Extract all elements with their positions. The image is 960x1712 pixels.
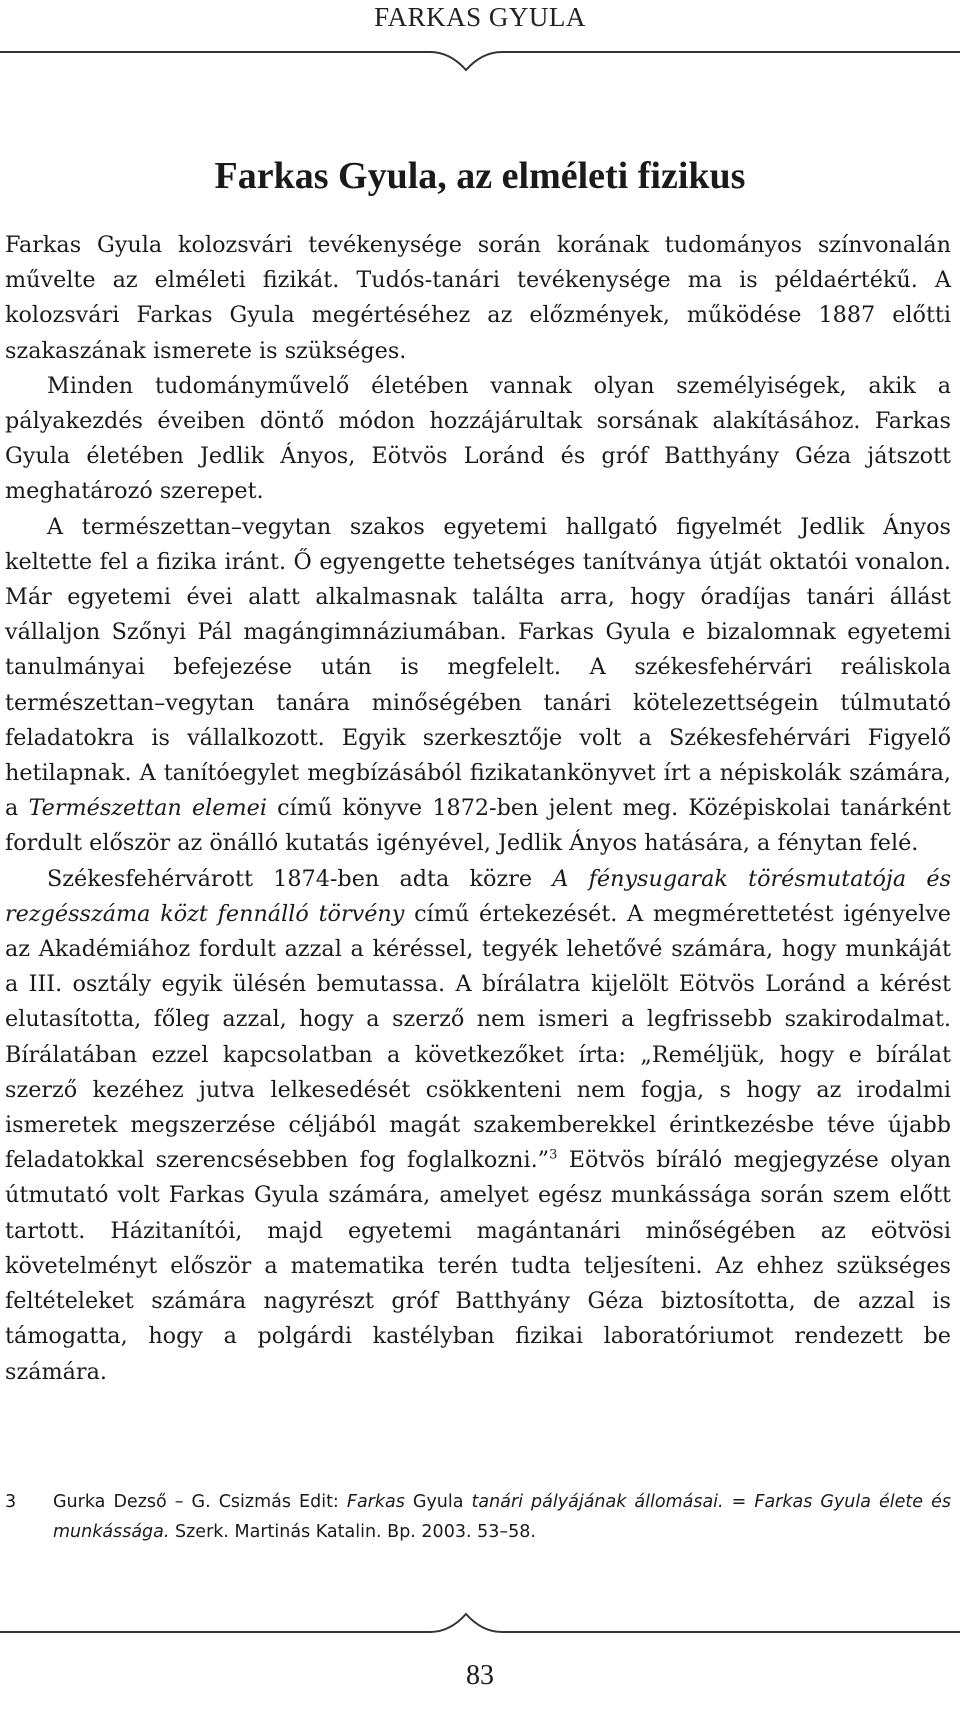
page-number: 83 — [466, 1660, 494, 1691]
running-head: FARKAS GYULA — [374, 2, 586, 32]
paragraph-1: Farkas Gyula kolozsvári tevékenysége során korának tudományos színvonalán művelte az elméleti fizikát. Tudós-tanári tevékenysége ma is példaértékű. A kolozsvári Farkas Gyula megértéséhez az előzmények, működése 1887 előtti szakaszának ismerete is szükséges. — [5, 232, 951, 364]
header-divider — [0, 46, 960, 86]
treatise-title: A fénysugarak törésmutatója és rezgésszáma közt fennálló törvény — [5, 865, 952, 927]
paragraph-3: A természettan–vegytan szakos egyetemi hallgató figyelmét Jedlik Ányos keltette fel a fizika iránt. Ő egyengette tehetséges tanítványa útját oktatói vonalon. Már egyetemi évei alatt alkalmasnak találta arra, hogy óradíjas tanári állást vállaljon Szőnyi Pál magángimnáziumában. Farkas Gyula e bizalomnak egyetemi tanulmányai befejezése után is megfelelt. A székesfehérvári reáliskola természettan–vegytan tanára minőségében tanári kötelezettségein túlmutató feladatokra is vállalkozott. Egyik szerkesztője volt a Székesfehérvári Figyelő hetilapnak. A tanítóegylet megbízásából fizikatankönyvet írt a népiskolák számára, a Természettan elemei című könyve 1872-ben jelent meg. Középiskolai tanárként fordult először az önálló kutatás igényével, Jedlik Ányos hatására, a fénytan felé. — [5, 513, 951, 857]
paragraph-2: Minden tudományművelő életében vannak olyan személyiségek, akik a pályakezdés éveiben döntő módon hozzájárultak sorsának alakításához. Farkas Gyula életében Jedlik Ányos, Eötvös Loránd és gróf Batthyány Géza játszott meghatározó szerepet. — [5, 372, 951, 505]
body-text — [5, 228, 951, 1390]
footnote-marker: 3 — [549, 1147, 558, 1163]
footnote-number: 3 — [5, 1492, 17, 1512]
paragraph-4: Székesfehérvárott 1874-ben adta közre A fénysugarak törésmutatója és rezgésszáma közt fennálló törvény című értekezését. A megmérettetést igényelve az Akadémiához fordult azzal a kéréssel, tegyék lehetővé számára, hogy munkáját a III. osztály egyik ülésén bemutassa. A bírálatra kijelölt Eötvös Loránd a kérést elutasította, főleg azzal, hogy a szerző nem ismeri a legfrissebb szakirodalmat. Bírálatában ezzel kapcsolatban a következőket írta: „Reméljük, hogy e bírálat szerző kezéhez jutva lelkesedését csökkenteni nem fogja, s hogy az irodalmi ismeretek megszerzése céljából magát szakemberekkel érintkezésbe téve újabb feladatokkal szerencsésebben fog foglalkozni.”$^3$ Eötvös bíráló megjegyzése olyan útmutató volt Farkas Gyula számára, amelyet egész munkássága során szem előtt tartott. Házitanítói, majd egyetemi magántanári minőségében az eötvösi követelményt először a matematika terén tudta teljesíteni. Az ehhez szükséges feltételeket számára nagyrészt gróf Batthyány Géza biztosította, de azzal is támogatta, hogy a polgárdi kastélyban fizikai laboratóriumot rendezett be számára. — [5, 865, 952, 1385]
footnote — [5, 1487, 951, 1547]
chapter-title: Farkas Gyula, az elméleti fizikus — [214, 155, 746, 197]
book-title: Természettan elemei — [28, 795, 267, 822]
footnote-text: Gurka Dezső – G. Csizmás Edit: Farkas Gyula tanári pályájának állomásai. = Farkas Gyula élete és munkássága. Szerk. Martinás Katalin. Bp. 2003. 53–58. — [53, 1492, 951, 1542]
footer-divider — [0, 1602, 960, 1642]
